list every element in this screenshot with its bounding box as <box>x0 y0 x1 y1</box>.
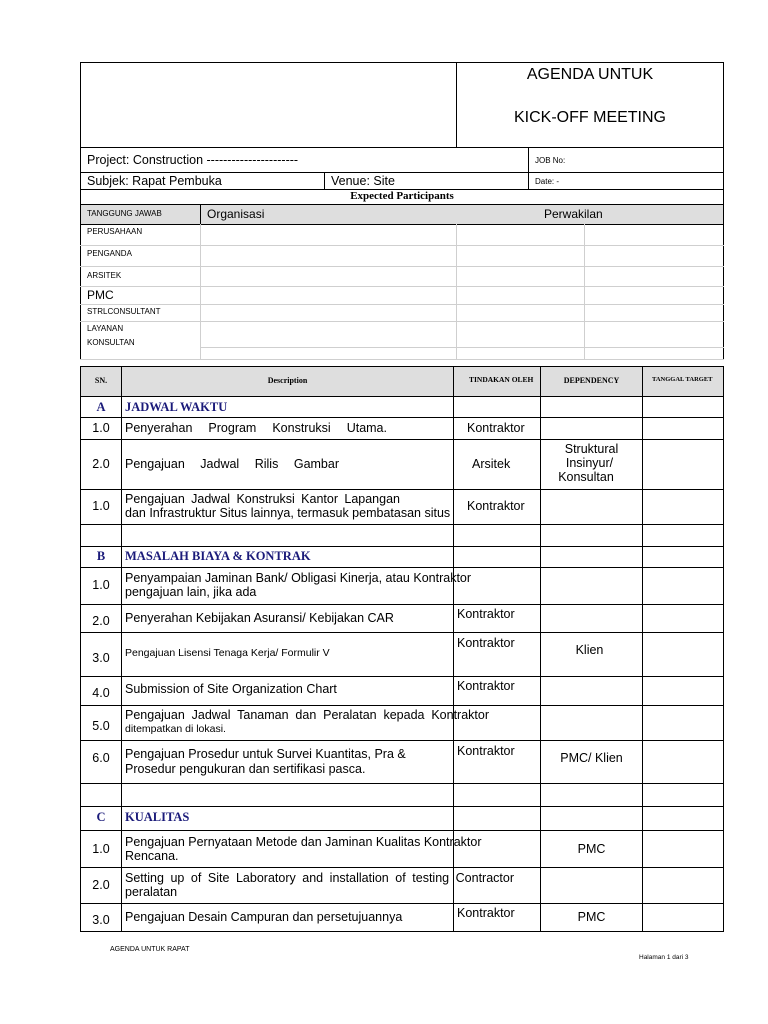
item-description-line: pengajuan lain, jika ada <box>125 585 257 599</box>
col-description: Description <box>267 376 308 385</box>
participant-pmc: PMC <box>87 288 114 302</box>
item-description-line: Prosedur pengukuran dan sertifikasi pasca. <box>125 762 366 776</box>
job-no-field: JOB No: <box>535 156 566 165</box>
item-description-line: Penyampaian Jaminan Bank/ Obligasi Kinerja, atau Kontraktor <box>125 571 472 585</box>
page-number: Halaman 1 dari 3 <box>639 954 689 961</box>
section-title-a: JADWAL WAKTU <box>125 400 228 414</box>
item-dependency-line: Konsultan <box>558 470 614 484</box>
item-dependency: Klien <box>575 643 604 657</box>
item-description: Penyerahan Program Konstruksi Utama. <box>125 421 387 435</box>
footer-left: AGENDA UNTUK RAPAT <box>110 946 190 953</box>
item-sn: 1.0 <box>92 421 110 435</box>
item-action-by: Kontraktor <box>467 499 525 513</box>
section-code-b: B <box>96 549 106 563</box>
section-title-b: MASALAH BIAYA & KONTRAK <box>125 549 311 563</box>
item-sn: 1.0 <box>92 842 110 856</box>
section-code-a: A <box>96 400 106 414</box>
col-dependency: DEPENDENCY <box>563 376 620 385</box>
section-title-c: KUALITAS <box>125 810 190 824</box>
item-sn: 1.0 <box>92 578 110 592</box>
item-description-line: Pengajuan Jadwal Konstruksi Kantor Lapangan <box>125 492 400 506</box>
item-dependency: PMC/ Klien <box>560 751 623 765</box>
item-sn: 3.0 <box>92 913 110 927</box>
item-action-by: Kontraktor <box>467 421 525 435</box>
item-description: Penyerahan Kebijakan Asuransi/ Kebijakan CAR <box>125 611 394 625</box>
item-dependency-line: Insinyur/ <box>565 456 614 470</box>
item-description-line: Pengajuan Pernyataan Metode dan Jaminan Kualitas Kontraktor <box>125 835 482 849</box>
item-action-by: Kontraktor <box>457 679 515 693</box>
item-description-line: Pengajuan Prosedur untuk Survei Kuantitas, Pra & <box>125 747 406 761</box>
col-representative: Perwakilan <box>544 207 603 221</box>
item-dependency: PMC <box>577 842 606 856</box>
participant-service-line1: LAYANAN <box>87 324 124 333</box>
item-description: Submission of Site Organization Chart <box>125 682 337 696</box>
item-sn: 2.0 <box>92 457 110 471</box>
document-title-line1: AGENDA UNTUK <box>526 66 654 83</box>
item-action-by: Arsitek <box>472 457 511 471</box>
participant-employer: PENGANDA <box>87 249 132 258</box>
item-action-by: Kontraktor <box>457 744 515 758</box>
col-organization: Organisasi <box>207 207 265 221</box>
item-action-by: Kontraktor <box>457 636 515 650</box>
item-sn: 1.0 <box>92 499 110 513</box>
col-action-by: TINDAKAN OLEH <box>469 375 534 384</box>
item-description-line: ditempatkan di lokasi. <box>125 723 226 735</box>
subject-field: Subjek: Rapat Pembuka <box>87 174 222 188</box>
col-target-date: TANGGAL TARGET <box>652 376 713 383</box>
participant-company: PERUSAHAAN <box>87 227 143 236</box>
item-description-line: Setting up of Site Laboratory and installation of testing Contractor <box>125 871 514 885</box>
item-description-line: dan Infrastruktur Situs lainnya, termasuk pembatasan situs <box>125 506 451 520</box>
item-sn: 3.0 <box>92 651 110 665</box>
item-sn: 6.0 <box>92 751 110 765</box>
participant-structural-consultant: STRLCONSULTANT <box>87 307 161 316</box>
item-description: Pengajuan Desain Campuran dan persetujuannya <box>125 910 403 924</box>
item-action-by: Kontraktor <box>457 607 515 621</box>
item-description: Pengajuan Lisensi Tenaga Kerja/ Formulir V <box>125 647 330 659</box>
item-description-line: peralatan <box>125 885 178 899</box>
project-field: Project: Construction ---------------------- <box>87 153 299 167</box>
venue-field: Venue: Site <box>331 174 395 188</box>
item-description-line: Pengajuan Jadwal Tanaman dan Peralatan kepada Kontraktor <box>125 708 489 722</box>
section-code-c: C <box>96 810 106 824</box>
participant-architect: ARSITEK <box>87 271 122 280</box>
item-sn: 2.0 <box>92 878 110 892</box>
item-sn: 5.0 <box>92 719 110 733</box>
col-sn: SN. <box>94 376 108 385</box>
document-title-line2: KICK-OFF MEETING <box>514 109 666 126</box>
item-description: Pengajuan Jadwal Rilis Gambar <box>125 457 339 471</box>
item-dependency: PMC <box>577 910 606 924</box>
participants-heading: Expected Participants <box>350 190 454 202</box>
item-sn: 4.0 <box>92 686 110 700</box>
date-field: Date: - <box>535 177 560 186</box>
item-dependency-line: Struktural <box>564 442 619 456</box>
item-sn: 2.0 <box>92 614 110 628</box>
col-responsibility: TANGGUNG JAWAB <box>87 209 162 218</box>
participant-service-line2: KONSULTAN <box>87 338 135 347</box>
participants-header-row <box>80 205 724 224</box>
item-description-line: Rencana. <box>125 849 179 863</box>
item-action-by: Kontraktor <box>457 906 515 920</box>
